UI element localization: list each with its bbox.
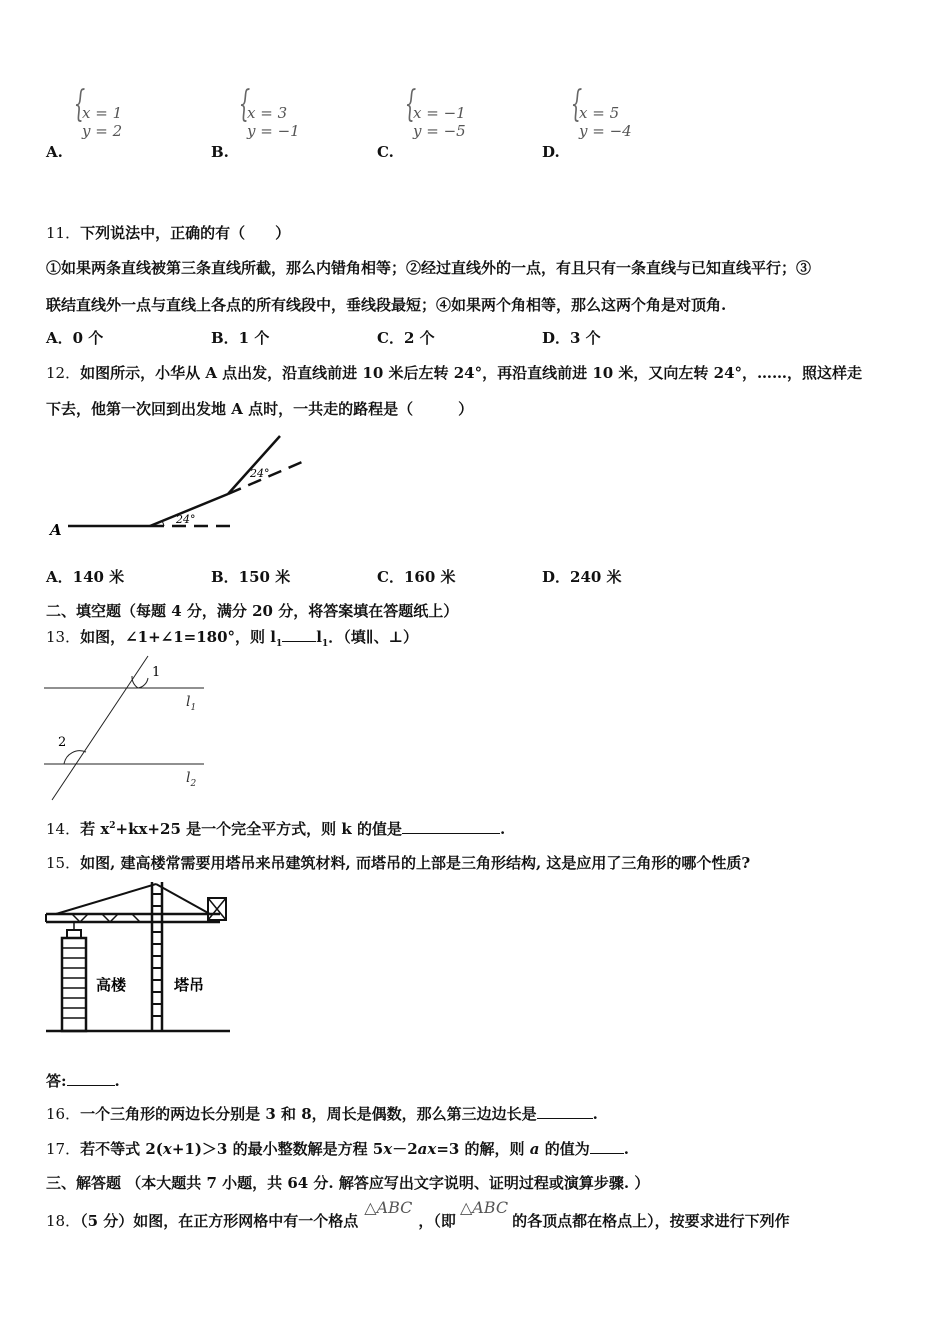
q11-option-c: C．2 个 (377, 329, 435, 347)
brace-icon: { (570, 84, 583, 125)
q11-statement-line1: ①如果两条直线被第三条直线所截，那么内错角相等；②经过直线外的一点，有且只有一条直线与已知直线平行；③ (46, 259, 812, 277)
question-text: －2 (392, 1140, 418, 1158)
question-text: +1)＞3 的最小整数解是方程 5 (171, 1140, 384, 1158)
angle-arc-1 (138, 678, 148, 688)
question-number: 14． (46, 820, 81, 838)
equation: x = 1 (82, 104, 123, 122)
point-label: A (50, 521, 62, 539)
question-number: 11． (46, 224, 81, 242)
question-end: . (592, 1105, 598, 1123)
brace-icon: { (73, 84, 86, 125)
question-text: 若 x (80, 820, 110, 838)
subscript: 1 (275, 639, 283, 649)
equation: y = −1 (247, 122, 300, 140)
equation: y = −4 (579, 122, 632, 140)
q11-option-a: A．0 个 (46, 329, 104, 347)
triangle-abc: △ABC (364, 1198, 413, 1217)
angle-label: 24° (176, 513, 196, 526)
variable: a (417, 1140, 428, 1158)
variable: x (162, 1140, 172, 1158)
q10-option-b (211, 142, 229, 161)
q12-stem-line2: 下去，他第一次回到出发地 A 点时，一共走的路程是（ ） (46, 400, 474, 418)
q11-option-d: D．3 个 (542, 329, 601, 347)
triangle-abc: △ABC (459, 1198, 509, 1217)
question-text: l (316, 628, 322, 646)
q10-option-d (542, 142, 560, 161)
option-label: C. (377, 143, 394, 161)
question-text: （5 分）如图，在正方形网格中有一个格点 (80, 1212, 359, 1230)
question-text: =3 的解，则 (436, 1140, 530, 1158)
question-number: 13． (46, 628, 81, 646)
q12-option-b: B．150 米 (211, 568, 291, 586)
q10-option-c (377, 142, 394, 161)
question-end: . (623, 1140, 629, 1158)
q12-option-c: C．160 米 (377, 568, 456, 586)
option-label: D. (542, 143, 560, 161)
option-label: B. (211, 143, 229, 161)
q12-path-figure (40, 428, 320, 548)
equation: x = 3 (247, 104, 288, 122)
q10-option-a-system (73, 84, 123, 140)
question-text: 的值为 (539, 1140, 590, 1158)
line-label-l1: $l_1$ (186, 694, 197, 713)
q15-tower-crane-figure (42, 878, 242, 1036)
brace-icon: { (404, 84, 417, 125)
q12-option-a: A．140 米 (46, 568, 125, 586)
variable: x (383, 1140, 393, 1158)
equation: x = 5 (579, 104, 620, 122)
building-block (62, 938, 86, 1031)
q11-statement-line2: 联结直线外一点与直线上各点的所有线段中，垂线段最短；④如果两个角相等，那么这两个角是对顶角. (46, 296, 727, 314)
angle-label-2: 2 (58, 735, 67, 750)
angle-label-1: 1 (152, 665, 161, 680)
crane-tie-rod (156, 884, 210, 914)
q15-answer-line (46, 1070, 120, 1091)
question-number: 17． (46, 1140, 81, 1158)
answer-blank[interactable] (402, 819, 500, 834)
q18-stem (46, 1198, 790, 1231)
q12-option-d: D．240 米 (542, 568, 622, 586)
building-label: 高楼 (96, 976, 127, 994)
q11-option-b: B．1 个 (211, 329, 270, 347)
question-text: 的各顶点都在格点上），按要求进行下列作 (512, 1212, 790, 1230)
q16-stem (46, 1103, 598, 1124)
question-text: 下列说法中，正确的有（ ） (80, 224, 291, 242)
question-text: ．（填∥、⊥） (328, 628, 419, 646)
question-text: +kx+25 是一个完全平方式，则 k 的值是 (115, 820, 402, 838)
crane-tie-rod (56, 884, 156, 914)
answer-end: . (114, 1072, 120, 1090)
answer-blank[interactable] (590, 1139, 624, 1154)
q13-parallel-lines-figure (40, 652, 220, 804)
q10-option-b-system (238, 84, 300, 140)
angle-arc-2 (64, 751, 86, 764)
q10-option-c-system (404, 84, 466, 140)
question-text: 如图, 建高楼常需要用塔吊来吊建筑材料, 而塔吊的上部是三角形结构, 这是应用了三角形的哪个性质? (80, 854, 751, 872)
crane-label: 塔吊 (174, 976, 205, 994)
equation: y = −5 (413, 122, 466, 140)
superscript: 2 (109, 821, 116, 831)
answer-blank[interactable] (67, 1071, 115, 1086)
question-number: 15． (46, 854, 81, 872)
subscript: 1 (321, 639, 329, 649)
answer-label: 答: (46, 1072, 67, 1090)
question-number: 16． (46, 1105, 81, 1123)
brace-icon: { (238, 84, 251, 125)
variable: x (427, 1140, 437, 1158)
path-segment (228, 436, 280, 494)
q15-stem (46, 852, 750, 873)
answer-blank[interactable] (537, 1104, 593, 1119)
question-text: 若不等式 2( (80, 1140, 163, 1158)
question-end: . (499, 820, 506, 838)
answer-blank[interactable] (282, 627, 316, 642)
variable: a (529, 1140, 540, 1158)
equation: x = −1 (413, 104, 466, 122)
transversal-line (52, 656, 148, 800)
question-number: 18． (46, 1212, 81, 1230)
question-text: 如图，∠1+∠1=180°，则 l (80, 628, 276, 646)
question-text: ，（即 (418, 1212, 456, 1230)
q13-stem (46, 626, 418, 649)
q17-stem (46, 1138, 629, 1159)
section-3-heading: 三、解答题 （本大题共 7 小题，共 64 分. 解答应写出文字说明、证明过程或演算步骤. ） (46, 1174, 650, 1192)
equation: y = 2 (82, 122, 123, 140)
angle-label: 24° (250, 467, 270, 480)
section-2-heading: 二、填空题（每题 4 分，满分 20 分，将答案填在答题纸上） (46, 602, 459, 620)
question-text: 如图所示，小华从 A 点出发，沿直线前进 10 米后左转 24°，再沿直线前进 10 米，又向左转 24°，……，照这样走 (80, 364, 863, 382)
q10-option-d-system (570, 84, 632, 140)
q14-stem (46, 818, 505, 839)
q10-option-a (46, 142, 63, 161)
option-label: A. (46, 143, 63, 161)
q12-stem-line1 (46, 362, 862, 383)
line-label-l2: $l_2$ (186, 770, 197, 789)
q11-stem (46, 222, 290, 243)
question-text: 一个三角形的两边长分别是 3 和 8，周长是偶数，那么第三边边长是 (80, 1105, 537, 1123)
question-number: 12． (46, 364, 81, 382)
